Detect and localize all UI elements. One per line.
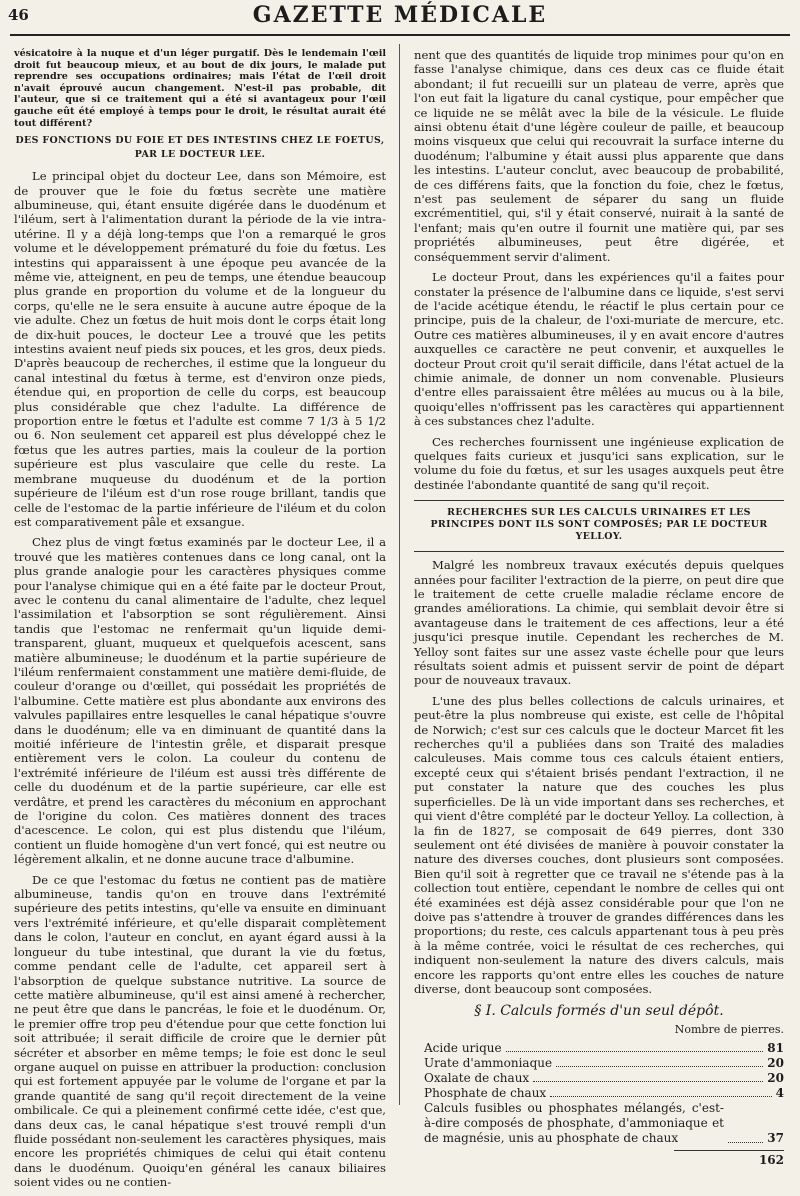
- stone-count: 81: [767, 1041, 784, 1056]
- stone-row: [414, 1071, 784, 1086]
- leader-dots: [506, 1051, 764, 1052]
- intro-paragraph: vésicatoire à la nuque et d'un léger purgatif. Dès le lendemain l'œil droit fut beaucoup mieux, et au bout de dix jours, le malade put reprendre ses occupations ordinaires; mais l'état de l'œil droit n'avait éprouvé aucun changement. N'est-il pas probable, dit l'auteur, que si ce traitement qui a été si avantageux pour l'œil gauche eût été employé à temps pour le droit, le résultat aurait été tout différent?: [14, 48, 386, 129]
- leader-dots: [556, 1066, 763, 1067]
- total-rule: [674, 1150, 784, 1151]
- column-divider: [399, 44, 400, 1105]
- leader-dots: [728, 1142, 763, 1143]
- stone-label: Oxalate de chaux: [424, 1071, 530, 1086]
- stone-count: 4: [775, 1086, 784, 1101]
- page-number: 46: [8, 6, 29, 24]
- body-paragraph: Malgré les nombreux travaux exécutés depuis quelques années pour faciliter l'extraction de la pierre, on peut dire que le traitement de cette cruelle maladie réclame encore de grandes améliorations. La chimie, qui semblait devoir être si avantageuse dans le traitement de ces affections, leur a été jusqu'ici presque inutile. Cependant les recherches de M. Yelloy sont faites sur une assez vaste échelle pour que leurs résultats soient admis et puissent servir de point de départ pour de nouveaux travaux.: [414, 558, 784, 688]
- body-paragraph: L'une des plus belles collections de calculs urinaires, et peut-être la plus nombreuse qui existe, est celle de l'hôpital de Norwich; c'est sur ces calculs que le docteur Marcet fit les recherches qu'il a publiées dans son Traité des maladies calculeuses. Mais comme tous ces calculs étaient entiers, excepté ceux qui s'étaient brisés pendant l'extraction, il ne put constater la nature que des couches les plus superficielles. De là un vide important dans ses recherches, et qui vient d'être complété par le docteur Yelloy. La collection, à la fin de 1827, se composait de 649 pierres, dont 330 seulement ont été divisées de manière à pouvoir constater la nature des diverses couches, dont plusieurs sont composées. Bien qu'il soit à regretter que ce travail ne s'étende pas à la collection tout entière, cependant le nombre de celles qui ont été examinées est déjà assez considérable pour que l'on ne doive pas s'attendre à trouver de grandes différences dans les proportions; du reste, ces calculs appartenant tous à peu près à la même contrée, voici le résultat de ces recherches, qui indiquent non-seulement la nature des divers calculs, mais encore les rapports qu'ont entre elles les couches de nature diverse, dont beaucoup sont composées.: [414, 693, 784, 996]
- stone-total: 162: [758, 1153, 784, 1168]
- table-caption: Nombre de pierres.: [674, 1022, 784, 1036]
- stone-row: [414, 1041, 784, 1056]
- article-heading-yelloy: RECHERCHES SUR LES CALCULS URINAIRES ET LES PRINCIPES DONT ILS SONT COMPOSÉS; PAR LE DOCTEUR YELLOY.: [430, 507, 768, 543]
- stone-label: Urate d'ammoniaque: [424, 1056, 553, 1071]
- right-column: [414, 48, 784, 1168]
- stone-count: 20: [767, 1071, 784, 1086]
- stone-count: 20: [767, 1056, 784, 1071]
- stone-label: Calculs fusibles ou phosphates mélangés, c'est-à-dire composés de phosphate, d'ammoniaque et de magnésie, unis au phosphate de chaux: [424, 1101, 724, 1146]
- stone-row-mixed: [414, 1101, 784, 1146]
- header-rule: [10, 34, 790, 36]
- stone-label: Acide urique: [424, 1041, 502, 1056]
- section-rule: [414, 551, 784, 552]
- body-paragraph: Le principal objet du docteur Lee, dans son Mémoire, est de prouver que le foie du fœtus secrète une matière albumineuse, qui, étant ensuite digérée dans le duodénum et l'iléum, sert à l'alimentation durant la période de la vie intra-utérine. Il y a déjà long-temps que l'on a remarqué le gros volume et le développement prématuré du foie du fœtus. Les intestins qui apparaissent à une époque peu avancée de la même vie, atteignent, en peu de temps, une étendue beaucoup plus grande en proportion du volume et de la longueur du corps, qu'elle ne le sera ensuite à aucune autre époque de la vie adulte. Chez un fœtus de huit mois dont le corps était long de dix-huit pouces, le docteur Lee a trouvé que les petits intestins avaient neuf pieds six pouces, et les gros, deux pieds. D'après beaucoup de recherches, il estime que la longueur du canal intestinal du fœtus à terme, est d'environ onze pieds, étendue qui, en proportion de celle du corps, est beaucoup plus considérable que chez l'adulte. La différence de proportion entre le fœtus et l'adulte est comme 7 1/3 à 5 1/2 ou 6. Non seulement cet appareil est plus développé chez le fœtus que les autres parties, mais la couleur de la portion supérieure est plus vasculaire que celle du reste. La membrane muqueuse du duodénum et de la portion supérieure de l'iléum est d'un rose rouge brillant, tandis que celle de l'estomac de la partie inférieure de l'iléum et du colon est comparativement pâle et exsangue.: [14, 169, 386, 529]
- running-title: GAZETTE MÉDICALE: [252, 2, 548, 28]
- leader-dots: [533, 1081, 763, 1082]
- leader-dots: [550, 1096, 771, 1097]
- stone-label: Phosphate de chaux: [424, 1086, 547, 1101]
- stone-row: [414, 1086, 784, 1101]
- section-heading: § I. Calculs formés d'un seul dépôt.: [474, 1003, 724, 1020]
- article-heading-lee: [14, 135, 386, 161]
- body-paragraph: Ces recherches fournissent une ingénieuse explication de quelques faits curieux et jusqu'ici sans explication, sur le volume du foie du fœtus, et sur les usages auxquels peut être destinée l'abondante quantité de sang qu'il reçoit.: [414, 434, 784, 492]
- article-author: PAR LE DOCTEUR LEE.: [134, 149, 266, 161]
- section-rule: [414, 500, 784, 501]
- stone-row: [414, 1056, 784, 1071]
- body-paragraph: Le docteur Prout, dans les expériences qu'il a faites pour constater la présence de l'albumine dans ce liquide, s'est servi de l'acide acétique étendu, le réactif le plus certain pour ce principe, puis de la chaleur, de l'oxi-muriate de mercure, etc. Outre ces matières albumineuses, il y en avait encore d'autres auxquelles ce caractère ne peut convenir, et auxquelles le docteur Prout croit qu'il serait difficile, dans l'état actuel de la chimie animale, de donner un nom convenable. Plusieurs d'entre elles paraissaient être mêlées au mucus ou à la bile, quoiqu'elles n'offrissent pas les caractères qui appartiennent à ces substances chez l'adulte.: [414, 270, 784, 429]
- body-paragraph: Chez plus de vingt fœtus examinés par le docteur Lee, il a trouvé que les matières contenues dans ce long canal, ont la plus grande analogie pour les caractères physiques comme pour l'analyse chimique qui en a été faite par le docteur Prout, avec le contenu du canal alimentaire de l'adulte, chez lequel l'assimilation et l'absorption se sont régulièrement. Ainsi tandis que l'estomac ne renfermait qu'un liquide demi-transparent, gluant, muqueux et quelquefois acescent, sans matière albumineuse; le duodénum et la partie supérieure de l'iléum renfermaient constamment une matière demi-fluide, de couleur d'orange ou d'œillet, qui possédait les propriétés de l'albumine. Cette matière est plus abondante aux environs des valvules papillaires entre lesquelles le canal hépatique s'ouvre dans le duodénum; elle va en diminuant de quantité dans la moitié inférieure de l'intestin grêle, et disparait presque entièrement vers le colon. La couleur du contenu de l'extrémité inférieure de l'iléum est aussi très différente de celle du duodénum et de la partie supérieure, car elle est verdâtre, et prend les caractères du méconium en approchant de l'origine du colon. Ces matières donnent des traces d'acescence. Le colon, qui est plus distendu que l'iléum, contient un fluide homogène d'un vert foncé, qui est neutre ou légèrement alkalin, et ne donne aucune trace d'albumine.: [14, 535, 386, 867]
- left-column: [14, 48, 386, 1196]
- body-paragraph: nent que des quantités de liquide trop minimes pour qu'on en fasse l'analyse chimique, dans ces deux cas ce fluide était abondant; il fut recueilli sur un plateau de verre, après que l'on eut fait la ligature du canal cystique, pour empêcher que ce liquide ne se mêlât avec la bile de la vésicule. Le fluide ainsi obtenu était d'une légère couleur de paille, et beaucoup moins visqueux que celui qui recouvrait la surface interne du duodénum; l'albumine y était aussi plus apparente que dans les intestins. L'auteur conclut, avec beaucoup de probabilité, de ces différens faits, que la fonction du foie, chez le fœtus, n'est pas seulement de séparer du sang un fluide excrémentitiel, qui, s'il y était conservé, nuirait à la santé de l'enfant; mais qu'en outre il fournit une matière qui, par ses propriétés albumineuses, peut être digérée, et conséquemment servir d'aliment.: [414, 48, 784, 264]
- stone-count: 37: [767, 1131, 784, 1146]
- article-title: DES FONCTIONS DU FOIE ET DES INTESTINS CHEZ LE FOETUS,: [15, 135, 385, 147]
- body-paragraph: De ce que l'estomac du fœtus ne contient pas de matière albumineuse, tandis qu'on en trouve dans l'extrémité supérieure des petits intestins, qu'elle va ensuite en diminuant vers l'extrémité inférieure, et qu'elle disparait complètement dans le colon, l'auteur en conclut, en ayant égard aussi à la longueur du tube intestinal, que durant la vie du fœtus, comme pendant celle de l'adulte, cet appareil sert à l'absorption de quelque substance nutritive. La source de cette matière albumineuse, qu'il est ainsi amené à rechercher, ne peut être que dans le pancréas, le foie et le duodénum. Or, le premier offre trop peu d'étendue pour que cette fonction lui soit attribuée; il serait difficile de croire que le dernier pût sécréter et absorber en même temps; le foie est donc le seul organe auquel on puisse en attribuer la production: conclusion qui est fortement appuyée par le volume de l'organe et par la grande quantité de sang qu'il reçoit directement de la veine ombilicale. Ce qui a pleinement confirmé cette idée, c'est que, dans deux cas, le canal hépatique s'est trouvé rempli d'un fluide possédant non-seulement les caractères physiques, mais encore les propriétés chimiques de celui qui était contenu dans le duodénum. Quoiqu'en général les canaux biliaires soient vides ou ne contien-: [14, 872, 386, 1190]
